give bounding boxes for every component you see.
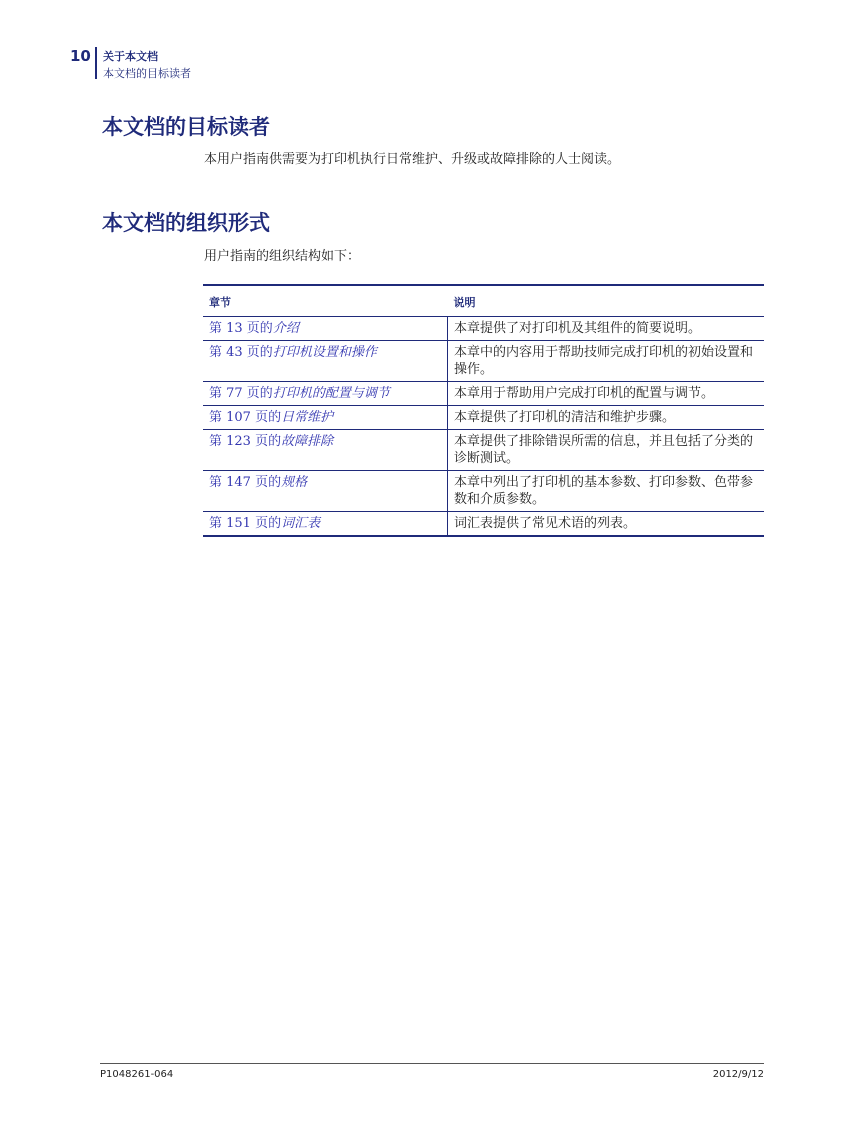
footer-doc-number: P1048261-064 [100,1069,174,1080]
table-row [203,382,764,406]
chapter-link[interactable]: 第 43 页的打印机设置和操作 [203,341,448,382]
chapter-description: 本章提供了对打印机及其组件的简要说明。 [448,317,765,341]
organization-intro: 用户指南的组织结构如下： [204,249,361,264]
heading-organization: 本文档的组织形式 [102,211,270,235]
header-divider [95,47,97,79]
heading-target-audience: 本文档的目标读者 [102,115,270,139]
table-row [203,406,764,430]
header-section-title: 关于本文档 [103,50,158,63]
chapter-table [203,284,764,537]
table-row [203,471,764,512]
chapter-link[interactable]: 第 151 页的词汇表 [203,512,448,537]
footer-date: 2012/9/12 [712,1069,764,1080]
table-row [203,512,764,537]
footer-divider [100,1063,764,1064]
chapter-link[interactable]: 第 77 页的打印机的配置与调节 [203,382,448,406]
column-header-chapter: 章节 [203,285,448,317]
chapter-link[interactable]: 第 147 页的规格 [203,471,448,512]
page-number: 10 [70,47,91,65]
table-header-row [203,285,764,317]
target-audience-text: 本用户指南供需要为打印机执行日常维护、升级或故障排除的人士阅读。 [204,152,621,167]
table-row [203,317,764,341]
header-subsection-title: 本文档的目标读者 [103,67,191,80]
chapter-description: 本章中列出了打印机的基本参数、打印参数、色带参数和介质参数。 [448,471,765,512]
table-row [203,341,764,382]
table-row [203,430,764,471]
chapter-description: 词汇表提供了常见术语的列表。 [448,512,765,537]
chapter-link[interactable]: 第 13 页的介绍 [203,317,448,341]
chapter-description: 本章中的内容用于帮助技师完成打印机的初始设置和操作。 [448,341,765,382]
chapter-description: 本章提供了排除错误所需的信息，并且包括了分类的诊断测试。 [448,430,765,471]
chapter-description: 本章用于帮助用户完成打印机的配置与调节。 [448,382,765,406]
chapter-description: 本章提供了打印机的清洁和维护步骤。 [448,406,765,430]
chapter-link[interactable]: 第 107 页的日常维护 [203,406,448,430]
column-header-description: 说明 [448,285,765,317]
chapter-link[interactable]: 第 123 页的故障排除 [203,430,448,471]
